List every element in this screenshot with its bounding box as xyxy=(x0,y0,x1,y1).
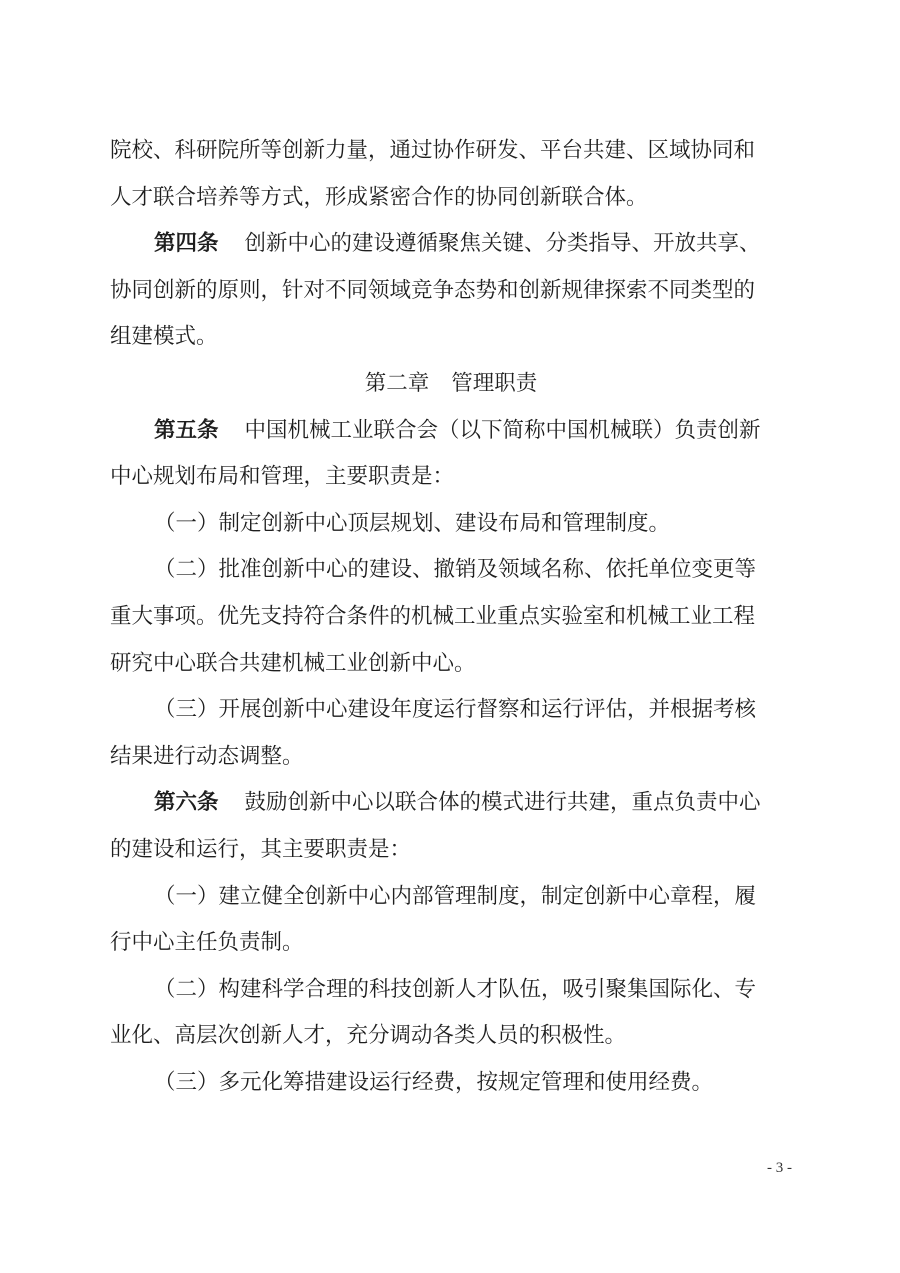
article-label: 第五条 xyxy=(154,417,219,443)
text-line: 中心规划布局和管理，主要职责是： xyxy=(110,464,455,490)
article-label: 第六条 xyxy=(154,790,219,816)
text-line: （一）制定创新中心顶层规划、建设布局和管理制度。 xyxy=(154,510,671,536)
chapter-number: 第二章 xyxy=(364,370,430,396)
text-line: 研究中心联合共建机械工业创新中心。 xyxy=(110,650,476,676)
text-line: 的建设和运行，其主要职责是： xyxy=(110,836,412,862)
text-line: 院校、科研院所等创新力量，通过协作研发、平台共建、区域协同和 xyxy=(110,138,756,163)
text-line: 组建模式。 xyxy=(110,324,218,350)
article-5-line xyxy=(110,408,792,455)
text-line: （一）建立健全创新中心内部管理制度，制定创新中心章程，履 xyxy=(154,883,757,909)
text-line: （二）批准创新中心的建设、撤销及领域名称、依托单位变更等 xyxy=(154,557,757,583)
text-run: 鼓励创新中心以联合体的模式进行共建，重点负责中心 xyxy=(244,790,761,816)
text-line: 行中心主任负责制。 xyxy=(110,930,304,956)
text-run: 创新中心的建设遵循聚焦关键、分类指导、开放共享、 xyxy=(244,231,761,257)
text-line: （三）多元化筹措建设运行经费，按规定管理和使用经费。 xyxy=(154,1069,714,1095)
text-run: 中国机械工业联合会（以下简称中国机械联）负责创新 xyxy=(244,417,761,443)
article-4-line xyxy=(110,221,792,268)
chapter-heading xyxy=(110,361,792,408)
document-body xyxy=(110,128,792,1106)
text-line: （三）开展创新中心建设年度运行督察和运行评估，并根据考核 xyxy=(154,697,757,723)
text-line: 结果进行动态调整。 xyxy=(110,743,304,769)
text-line: 协同创新的原则，针对不同领域竞争态势和创新规律探索不同类型的 xyxy=(110,277,756,303)
text-line: 重大事项。优先支持符合条件的机械工业重点实验室和机械工业工程 xyxy=(110,603,756,629)
article-6-line xyxy=(110,780,792,827)
chapter-title: 管理职责 xyxy=(451,370,538,396)
page-number: - 3 - xyxy=(767,1160,792,1176)
text-line: 人才联合培养等方式，形成紧密合作的协同创新联合体。 xyxy=(110,184,648,210)
text-line: 业化、高层次创新人才，充分调动各类人员的积极性。 xyxy=(110,1023,627,1049)
article-label: 第四条 xyxy=(154,231,219,257)
text-line: （二）构建科学合理的科技创新人才队伍，吸引聚集国际化、专 xyxy=(154,976,757,1002)
